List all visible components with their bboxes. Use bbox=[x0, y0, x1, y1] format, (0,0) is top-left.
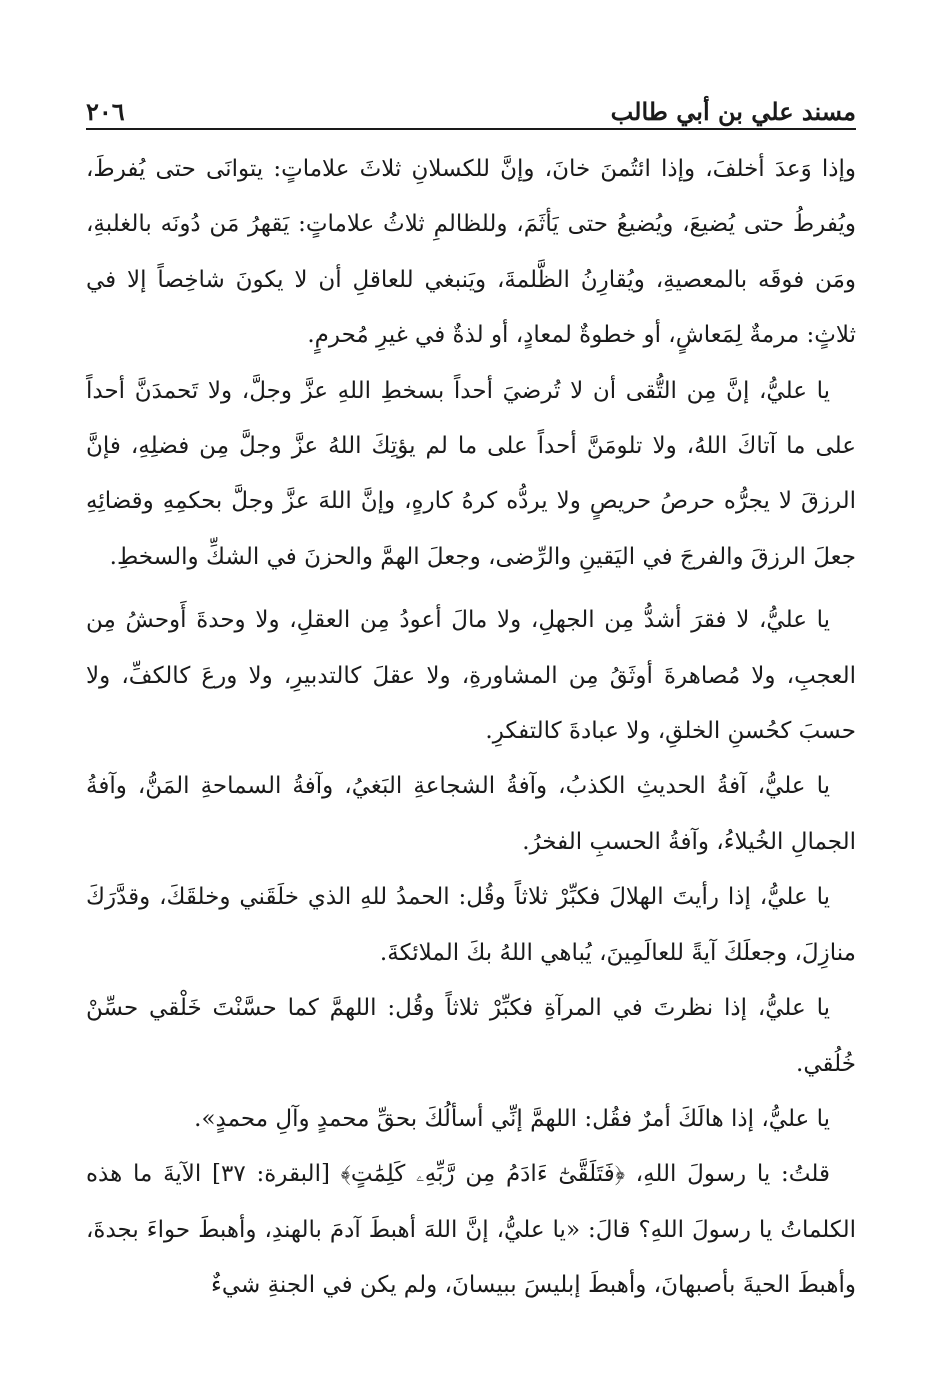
paragraph-2: يا عليُّ، إنَّ مِن التُّقى أن لا تُرضيَ أحداً بسخطِ اللهِ عزَّ وجلَّ، ولا تَحمدَنَّ أحداً على ما آتاكَ اللهُ، ولا تلومَنَّ أحداً على ما لم يؤتِكَ اللهُ عزَّ وجلَّ مِن فضلِهِ، فإنَّ الرزقَ لا يجرُّه حرصُ حريصٍ ولا يردُّه كرهُ كارهٍ، وإنَّ اللهَ عزَّ وجلَّ بحكمِهِ وقضائِهِ جعلَ الرزقَ والفرجَ في اليَقينِ والرِّضى، وجعلَ الهمَّ والحزنَ في الشكِّ والسخطِ. bbox=[86, 377, 856, 570]
header-title: مسند علي بن أبي طالب bbox=[610, 97, 856, 126]
paragraph-5: يا عليُّ، إذا رأيتَ الهلالَ فكبِّرْ ثلاثاً وقُل: الحمدُ للهِ الذي خلَقَني وخلقَكَ، وقدَّرَكَ منازِلَ، وجعلَكَ آيةً للعالَمِينَ، يُباهي اللهُ بكَ الملائكةَ. bbox=[86, 884, 856, 966]
paragraph-6: يا عليُّ، إذا نظرتَ في المرآةِ فكبِّرْ ثلاثاً وقُل: اللهمَّ كما حسَّنْتَ خَلْقي حسِّنْ خُلُقي. bbox=[86, 995, 856, 1077]
paragraph-7: يا عليُّ، إذا هالَكَ أمرٌ فقُل: اللهمَّ إنِّي أسألُكَ بحقِّ محمدٍ وآلِ محمدٍ». bbox=[194, 1105, 830, 1132]
page-number: ٢٠٦ bbox=[86, 97, 125, 126]
book-page bbox=[86, 84, 856, 1314]
paragraph-4: يا عليُّ، آفةُ الحديثِ الكذبُ، وآفةُ الشجاعةِ البَغيُ، وآفةُ السماحةِ المَنُّ، وآفةُ الجمالِ الخُيلاءُ، وآفةُ الحسبِ الفخرُ. bbox=[86, 773, 856, 855]
paragraph-8: قلتُ: يا رسولَ اللهِ، ﴿فَتَلَقَّىٰٓ ءَادَمُ مِن رَّبِّهِۦ كَلِمَٰتٍ﴾ [البقرة: ٣٧] الآيةَ ما هذه الكلماتُ يا رسولَ اللهِ؟ قالَ: «يا عليُّ، إنَّ اللهَ أهبطَ آدمَ بالهندِ، وأهبطَ حواءَ بجدةَ، وأهبطَ الحيةَ بأصبهانَ، وأهبطَ إبليسَ ببيسانَ، ولم يكن في الجنةِ شيءٌ bbox=[86, 1161, 856, 1299]
body-text bbox=[86, 142, 856, 1314]
paragraph-1: وإذا وَعدَ أخلفَ، وإذا ائتُمنَ خانَ، وإنَّ للكسلانِ ثلاثَ علاماتٍ: يتوانَى حتى يُفرطَ، ويُفرطُ حتى يُضيعَ، ويُضيعُ حتى يَأثَمَ، وللظالمِ ثلاثُ علاماتٍ: يَقهرُ مَن دُونَه بالغلبةِ، ومَن فوقَه بالمعصيةِ، ويُقارِنُ الظَّلمةَ، ويَنبغي للعاقلِ أن لا يكونَ شاخِصاً إلا في ثلاثٍ: مرمةٌ لِمَعاشٍ، أو خطوةٌ لمعادٍ، أو لذةٌ في غيرِ مُحرمٍ. bbox=[86, 156, 856, 349]
running-header bbox=[86, 84, 856, 130]
paragraph-3: يا عليُّ، لا فقرَ أشدُّ مِن الجهلِ، ولا مالَ أعودُ مِن العقلِ، ولا وحدةَ أَوحشُ مِن العجبِ، ولا مُصاهرةَ أوثَقُ مِن المشاورةِ، ولا عقلَ كالتدبيرِ، ولا ورعَ كالكفِّ، ولا حسبَ كحُسنِ الخلقِ، ولا عبادةَ كالتفكرِ. bbox=[86, 607, 856, 745]
